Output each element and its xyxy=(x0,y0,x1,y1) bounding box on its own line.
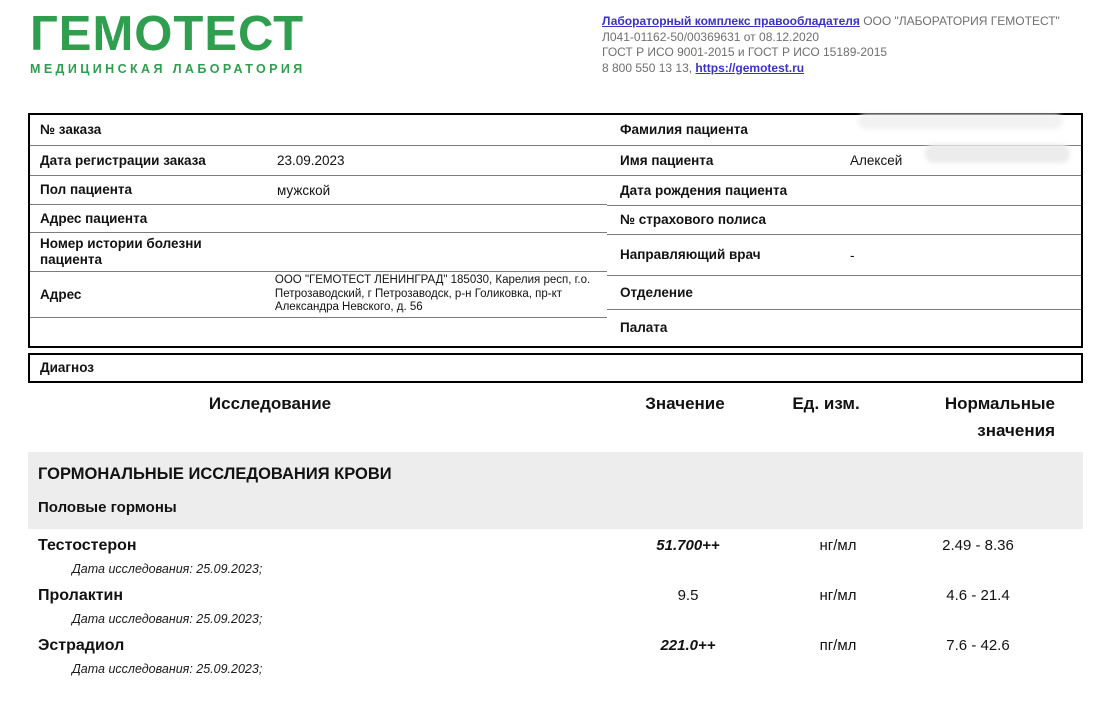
test-value: 221.0++ xyxy=(660,637,716,654)
insurance-policy-label: № страхового полиса xyxy=(620,212,767,227)
lab-credentials-block xyxy=(602,14,1097,76)
license-number: Л041-01162-50/00369631 от 08.12.2020 xyxy=(602,29,820,44)
gemotest-logo xyxy=(30,7,306,76)
test-unit: нг/мл xyxy=(819,587,857,604)
table-row xyxy=(30,272,607,318)
section-title: ГОРМОНАЛЬНЫЕ ИССЛЕДОВАНИЯ КРОВИ xyxy=(38,465,392,483)
ward-label: Палата xyxy=(620,320,668,335)
gost-standards: ГОСТ Р ИСО 9001-2015 и ГОСТ Р ИСО 15189-2015 xyxy=(602,45,888,59)
order-info-table xyxy=(28,113,1083,348)
test-normal-range: 7.6 - 42.6 xyxy=(946,637,1010,654)
test-name: Пролактин xyxy=(38,587,124,604)
patient-sex-label: Пол пациента xyxy=(40,182,132,197)
test-unit: пг/мл xyxy=(819,637,857,654)
column-header-value: Значение xyxy=(645,394,725,413)
redaction-smudge xyxy=(858,114,1063,129)
test-date-note: Дата исследования: 25.09.2023; xyxy=(72,562,263,576)
column-header-unit: Ед. изм. xyxy=(792,394,860,413)
test-value: 51.700++ xyxy=(656,537,720,554)
table-row xyxy=(30,176,607,205)
department-label: Отделение xyxy=(620,284,693,300)
patient-birthdate-label: Дата рождения пациента xyxy=(620,182,788,198)
diagnosis-label: Диагноз xyxy=(40,360,94,375)
test-name: Тестостерон xyxy=(38,537,137,554)
patient-name-label: Имя пациента xyxy=(620,152,714,168)
registration-date-label: Дата регистрации заказа xyxy=(40,152,206,168)
registration-date-value: 23.09.2023 xyxy=(277,153,345,168)
column-header-test: Исследование xyxy=(208,394,332,413)
table-row xyxy=(30,115,607,146)
patient-name-value: Алексей xyxy=(850,153,903,168)
lab-contacts-line xyxy=(602,61,1097,77)
test-normal-range: 4.6 - 21.4 xyxy=(946,587,1010,604)
table-row xyxy=(607,310,1081,346)
table-row xyxy=(30,146,607,176)
table-row xyxy=(30,205,607,233)
rights-holder-company: ООО "ЛАБОРАТОРИЯ ГЕМОТЕСТ" xyxy=(859,14,1060,28)
test-normal-range: 2.49 - 8.36 xyxy=(942,537,1014,554)
table-row xyxy=(607,176,1081,206)
table-row xyxy=(30,233,607,272)
test-value: 9.5 xyxy=(677,587,699,604)
diagnosis-box xyxy=(28,353,1083,383)
rights-holder-link[interactable]: Лабораторный комплекс правообладателя xyxy=(602,14,860,28)
results-section-band xyxy=(28,452,1083,529)
table-row-filler xyxy=(30,318,607,346)
column-header-normal-range: Нормальные значения xyxy=(944,394,1055,440)
referring-doctor-value: - xyxy=(850,247,855,263)
test-unit: нг/мл xyxy=(819,537,857,554)
result-row-testosterone xyxy=(28,537,1083,576)
clinic-address-value: ООО "ГЕМОТЕСТ ЛЕНИНГРАД" 185030, Карелия респ, г.о. Петрозаводский, г Петрозаводск, р-н Голиковка, пр-кт Александра Невского, д. 56 xyxy=(274,274,591,314)
table-row xyxy=(607,276,1081,310)
patient-address-label: Адрес пациента xyxy=(40,210,148,226)
result-row-prolactin xyxy=(28,587,1083,626)
results-list xyxy=(28,532,1083,687)
order-info-left-column xyxy=(30,115,607,346)
table-row xyxy=(607,235,1081,276)
logo-wordmark: ГЕМОТЕСТ xyxy=(30,7,305,61)
test-date-note: Дата исследования: 25.09.2023; xyxy=(72,612,263,626)
redaction-smudge xyxy=(925,144,1070,163)
phone-number: 8 800 550 13 13, xyxy=(602,60,696,75)
clinic-address-label: Адрес xyxy=(40,286,82,302)
website-link[interactable]: https://gemotest.ru xyxy=(695,60,805,75)
result-row-estradiol xyxy=(28,637,1083,676)
order-number-label: № заказа xyxy=(40,122,102,137)
test-date-note: Дата исследования: 25.09.2023; xyxy=(72,662,263,676)
referring-doctor-label: Направляющий врач xyxy=(620,247,761,262)
test-name: Эстрадиол xyxy=(38,637,125,654)
patient-sex-value: мужской xyxy=(277,182,331,198)
table-row xyxy=(607,206,1081,235)
logo-subtitle: МЕДИЦИНСКАЯ ЛАБОРАТОРИЯ xyxy=(30,62,306,76)
patient-surname-label: Фамилия пациента xyxy=(620,122,748,137)
lab-credentials-line1 xyxy=(602,14,1097,30)
subsection-title: Половые гормоны xyxy=(38,499,177,516)
case-history-number-label: Номер истории болезни пациента xyxy=(40,236,202,267)
